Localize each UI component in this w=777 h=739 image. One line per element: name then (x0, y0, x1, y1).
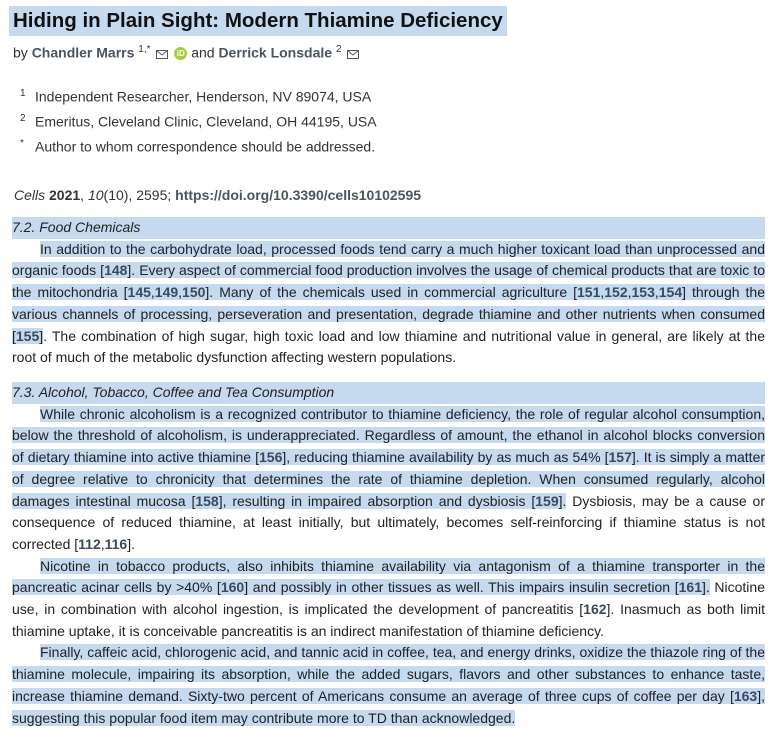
body-text: Dysbiosis, may be a cause or consequence of reduced thiamine, at least initially, but ultimately, becomes self-reinforcing if thiamine status is not corrected [ (12, 492, 765, 552)
highlighted-text (12, 558, 765, 596)
affiliation-1 (20, 88, 371, 105)
reference-link[interactable]: 161 (678, 579, 702, 596)
section-food-chemicals (12, 217, 765, 369)
reference-link[interactable]: 116 (104, 535, 128, 552)
body-text: , (627, 284, 632, 301)
body-text: ], resulting in impaired absorption and dysbiosis [ (218, 492, 536, 509)
citation-volume: 10 (87, 187, 104, 203)
author-link-marrs[interactable]: Chandler Marrs (31, 44, 135, 61)
body-text: , (150, 284, 155, 301)
reference-link[interactable]: 156 (259, 449, 283, 466)
body-text: . The combination of high sugar, high toxic load and low thiamine and nutritional value in general, are likely at the root of much of the metabolic dysfunction affecting western populations. (12, 327, 765, 366)
affiliation-text: Independent Researcher, Henderson, NV 89074, USA (35, 88, 372, 105)
body-text: , (654, 284, 659, 301)
body-text: While chronic alcoholism is a recognized contributor to thiamine deficiency, the role of regular alcohol consumption, below the threshold of alcoholism, is underappreciated. Regardless of amount, the ethanol in alcohol blocks conversion of dietary thiamine into active thiamine [ (12, 405, 765, 466)
body-text: ]. Many of the chemicals used in commercial agriculture [ (205, 284, 578, 301)
reference-link[interactable]: 148 (104, 262, 128, 279)
body-text: ]. (127, 535, 135, 552)
body-text: ]. (701, 579, 710, 596)
body-text: ], reducing thiamine availability by as much as 54% [ (282, 449, 609, 466)
section-paragraph (12, 404, 765, 556)
section-paragraph (12, 556, 765, 643)
reference-link[interactable]: 112 (78, 535, 101, 552)
reference-link[interactable]: 163 (733, 687, 758, 704)
body-text: ] (39, 327, 44, 344)
citation-year: 2021 (49, 187, 81, 203)
reference-link[interactable]: 150 (182, 284, 206, 301)
section-alcohol-tobacco (12, 382, 765, 729)
affiliation-2 (20, 113, 377, 130)
section-heading: 7.3. Alcohol, Tobacco, Coffee and Tea Consumption (12, 382, 765, 404)
body-text: ]. Every aspect of commercial food production involves the usage of chemical products that are toxic to the mitochondria [ (12, 262, 765, 301)
reference-link[interactable]: 151 (577, 284, 601, 301)
citation-issue-pages: (10), 2595; (103, 187, 172, 203)
affiliation-mark: 1 (20, 88, 26, 99)
author-link-lonsdale[interactable]: Derrick Lonsdale (218, 44, 333, 61)
body-text: , (600, 284, 605, 301)
body-text: ] and possibly in other tissues as well. This impairs insulin secretion [ (244, 579, 679, 596)
doi-link[interactable]: https://doi.org/10.3390/cells10102595 (175, 187, 422, 203)
email-icon[interactable] (347, 46, 359, 62)
highlighted-text (12, 644, 765, 725)
journal-name: Cells (14, 187, 46, 203)
email-icon[interactable] (156, 46, 168, 62)
body-text: ] through the various channels of processing, perseveration and presentation, degrade thiamine and other nutrients when consumed [ (12, 284, 765, 344)
orcid-icon[interactable]: iD (174, 47, 187, 60)
body-text: ]. (558, 492, 567, 509)
reference-link[interactable]: 154 (658, 284, 683, 301)
reference-link[interactable]: 158 (195, 492, 219, 509)
body-text: ], suggesting this popular food item may contribute more to TD than acknowledged. (12, 687, 765, 726)
body-text: ]. Inasmuch as both limit thiamine uptake, it is conceivable pancreatitis is an indirect manifestation of thiamine deficiency. (12, 601, 766, 639)
author-byline (13, 44, 359, 62)
body-text: ]. It is simply a matter of degree relative to chronicity that determines the rate of thiamine depletion. When consumed regularly, alcohol damages intestinal mucosa [ (12, 449, 766, 509)
reference-link[interactable]: 160 (220, 579, 245, 596)
and-word: and (191, 44, 215, 61)
author2-affiliation-mark: 2 (335, 44, 342, 55)
by-word: by (13, 44, 28, 61)
reference-link[interactable]: 157 (608, 449, 632, 466)
section-paragraph (12, 642, 765, 729)
body-text: Nicotine use, in combination with alcohol ingestion, is implicated the development of pancreatitis [ (12, 579, 765, 618)
body-text: Finally, caffeic acid, chlorogenic acid, and tannic acid in coffee, tea, and energy drinks, oxidize the thiazole ring of the thiamine molecule, impairing its absorption, while the added sugars, flavors and other substances to enhance taste, increase thiamine demand. Sixty-two percent of Americans consume an average of three cups of coffee per day [ (12, 644, 765, 704)
reference-link[interactable]: 145 (127, 284, 151, 301)
affiliation-mark: 2 (20, 113, 26, 124)
section-paragraph (12, 239, 765, 369)
reference-link[interactable]: 162 (583, 601, 607, 618)
affiliation-text: Author to whom correspondence should be addressed. (35, 138, 376, 155)
affiliation-mark: * (20, 138, 24, 149)
affiliation-text: Emeritus, Cleveland Clinic, Cleveland, OH 44195, USA (35, 113, 377, 130)
reference-link[interactable]: 153 (631, 284, 655, 301)
body-text: , (178, 284, 183, 301)
body-text: Nicotine in tobacco products, also inhibits thiamine availability via antagonism of a thiamine transporter in the pancreatic acinar cells by >40% [ (12, 557, 765, 596)
article-title: Hiding in Plain Sight: Modern Thiamine Deficiency (9, 6, 507, 36)
reference-link[interactable]: 155 (15, 327, 40, 344)
body-text: , (100, 535, 105, 552)
reference-link[interactable]: 149 (154, 284, 179, 301)
section-heading: 7.2. Food Chemicals (12, 217, 765, 239)
citation-line: Cells 2021, 10(10), 2595; https://doi.org/10.3390/cells10102595 (14, 187, 422, 203)
author1-affiliation-mark: 1,* (138, 44, 151, 55)
reference-link[interactable]: 152 (604, 284, 628, 301)
affiliation-corresponding (20, 138, 375, 155)
reference-link[interactable]: 159 (535, 492, 559, 509)
body-text: In addition to the carbohydrate load, processed foods tend carry a much higher toxicant load than unprocessed and organic foods [ (12, 240, 765, 279)
